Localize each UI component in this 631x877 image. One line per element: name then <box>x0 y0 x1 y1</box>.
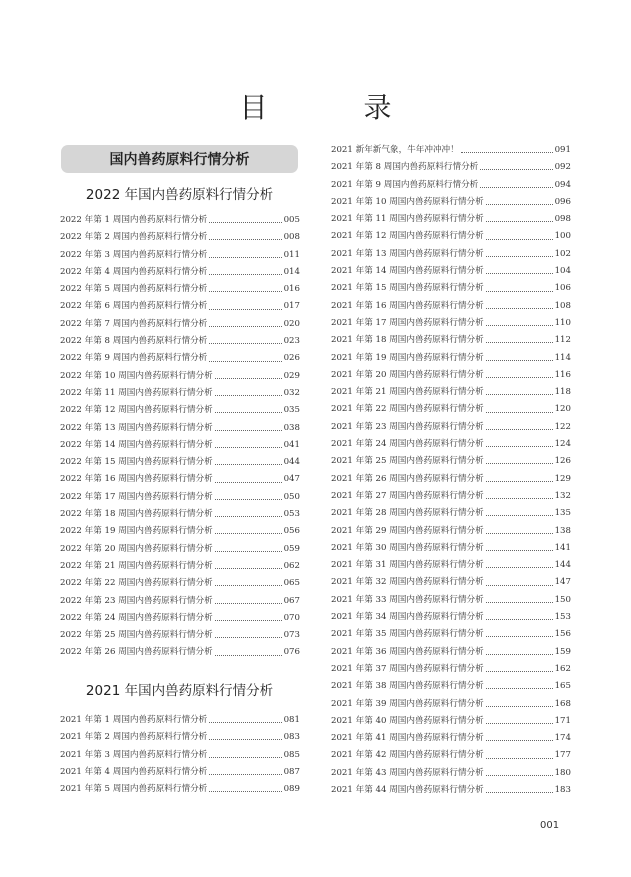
toc-entry-title: 2021 年第 13 周国内兽药原料行情分析 <box>331 248 484 259</box>
toc-entry-title: 2021 年第 39 周国内兽药原料行情分析 <box>331 698 484 709</box>
toc-entry-page: 153 <box>554 612 571 623</box>
toc-entry-page: 112 <box>554 335 571 346</box>
toc-entry[interactable] <box>60 764 300 781</box>
toc-entry-page: 020 <box>283 318 300 329</box>
toc-leader-dots <box>209 757 281 758</box>
toc-entry-page: 070 <box>283 612 300 623</box>
toc-leader-dots <box>486 342 553 343</box>
toc-entry[interactable] <box>331 159 571 176</box>
toc-entry-title: 2021 年第 43 周国内兽药原料行情分析 <box>331 767 484 778</box>
toc-entry-title: 2021 年第 42 周国内兽药原料行情分析 <box>331 750 484 761</box>
toc-entry-title: 2021 年第 1 周国内兽药原料行情分析 <box>60 715 208 725</box>
toc-entry-page: 083 <box>283 732 300 743</box>
toc-entry[interactable] <box>331 315 571 332</box>
toc-entry-title: 2021 年第 25 周国内兽药原料行情分析 <box>331 456 484 467</box>
toc-leader-dots <box>215 551 282 552</box>
toc-entry-title: 2021 年第 4 周国内兽药原料行情分析 <box>60 766 208 777</box>
toc-leader-dots <box>209 274 281 275</box>
toc-list-2021-early <box>60 712 300 798</box>
toc-entry[interactable] <box>60 333 300 350</box>
toc-entry-page: 091 <box>554 145 571 155</box>
toc-leader-dots <box>486 256 553 257</box>
toc-entry[interactable] <box>331 557 571 574</box>
toc-entry-title: 2022 年第 6 周国内兽药原料行情分析 <box>60 301 208 312</box>
toc-entry-page: 180 <box>554 767 571 778</box>
toc-leader-dots <box>486 412 553 413</box>
toc-entry-page: 050 <box>283 491 300 502</box>
toc-entry-title: 2021 年第 19 周国内兽药原料行情分析 <box>331 352 484 363</box>
toc-entry-title: 2022 年第 2 周国内兽药原料行情分析 <box>60 232 208 243</box>
toc-entry[interactable] <box>331 661 571 678</box>
toc-entry[interactable] <box>60 593 300 610</box>
toc-entry-page: 092 <box>554 162 571 173</box>
toc-entry-title: 2021 年第 30 周国内兽药原料行情分析 <box>331 542 484 553</box>
toc-entry-title: 2021 年第 8 周国内兽药原料行情分析 <box>331 162 479 173</box>
toc-entry-page: 016 <box>283 284 300 295</box>
toc-entry-title: 2022 年第 9 周国内兽药原料行情分析 <box>60 353 208 364</box>
toc-entry[interactable] <box>331 142 571 159</box>
toc-leader-dots <box>486 394 553 395</box>
toc-leader-dots <box>486 498 553 499</box>
toc-entry[interactable] <box>331 609 571 626</box>
toc-entry-page: 085 <box>283 749 300 760</box>
toc-entry[interactable] <box>60 368 300 385</box>
toc-entry[interactable] <box>60 506 300 523</box>
toc-entry[interactable] <box>331 765 571 782</box>
toc-entry-page: 017 <box>283 301 300 312</box>
toc-entry-title: 2022 年第 24 周国内兽药原料行情分析 <box>60 612 213 623</box>
toc-leader-dots <box>486 221 553 222</box>
toc-entry-page: 065 <box>283 578 300 589</box>
toc-leader-dots <box>215 430 282 431</box>
toc-entry-page: 104 <box>554 266 571 277</box>
toc-entry-page: 106 <box>554 283 571 294</box>
toc-entry-title: 2022 年第 5 周国内兽药原料行情分析 <box>60 284 208 295</box>
toc-leader-dots <box>486 654 553 655</box>
toc-entry[interactable] <box>331 644 571 661</box>
toc-entry-page: 156 <box>554 629 571 640</box>
toc-entry[interactable] <box>60 212 300 229</box>
page-title: 目 录 <box>239 91 426 124</box>
toc-entry-title: 2021 年第 40 周国内兽药原料行情分析 <box>331 715 484 726</box>
toc-leader-dots <box>486 671 553 672</box>
toc-entry-page: 102 <box>554 248 571 259</box>
toc-entry-page: 098 <box>554 214 571 225</box>
toc-entry[interactable] <box>331 471 571 488</box>
toc-entry-title: 2021 年第 17 周国内兽药原料行情分析 <box>331 317 484 328</box>
toc-entry-title: 2021 年第 15 周国内兽药原料行情分析 <box>331 283 484 294</box>
toc-leader-dots <box>209 222 281 223</box>
toc-leader-dots <box>215 585 282 586</box>
toc-leader-dots <box>486 308 553 309</box>
toc-leader-dots <box>486 515 553 516</box>
toc-entry[interactable] <box>331 419 571 436</box>
toc-leader-dots <box>486 325 553 326</box>
toc-entry-title: 2021 年第 9 周国内兽药原料行情分析 <box>331 179 479 190</box>
toc-entry[interactable] <box>60 385 300 402</box>
toc-entry-title: 2022 年第 10 周国内兽药原料行情分析 <box>60 370 213 381</box>
toc-entry[interactable] <box>60 454 300 471</box>
category-banner-label: 国内兽药原料行情分析 <box>109 152 250 168</box>
toc-entry-page: 014 <box>283 266 300 277</box>
toc-leader-dots <box>215 378 282 379</box>
toc-entry-title: 2021 年第 2 周国内兽药原料行情分析 <box>60 732 208 743</box>
toc-entry[interactable] <box>331 228 571 245</box>
toc-entry-title: 2021 年第 21 周国内兽药原料行情分析 <box>331 387 484 398</box>
section-heading-2021: 2021 年国内兽药原料行情分析 <box>85 683 274 699</box>
toc-entry-title: 2021 年第 18 周国内兽药原料行情分析 <box>331 335 484 346</box>
toc-leader-dots <box>209 257 281 258</box>
toc-entry-title: 2022 年第 1 周国内兽药原料行情分析 <box>60 215 208 225</box>
toc-leader-dots <box>486 239 553 240</box>
toc-entry[interactable] <box>60 350 300 367</box>
toc-entry-title: 2021 年第 11 周国内兽药原料行情分析 <box>331 214 484 225</box>
toc-entry-page: 056 <box>283 526 300 537</box>
toc-entry-page: 124 <box>554 439 571 450</box>
toc-entry[interactable] <box>60 471 300 488</box>
toc-entry-title: 2021 年第 36 周国内兽药原料行情分析 <box>331 646 484 657</box>
toc-entry-page: 047 <box>283 474 300 485</box>
toc-entry-page: 150 <box>554 594 571 605</box>
toc-entry[interactable] <box>331 177 571 194</box>
toc-entry-title: 2021 新年新气象，牛年冲冲冲！ <box>331 145 459 155</box>
toc-entry-page: 038 <box>283 422 300 433</box>
toc-entry-page: 076 <box>283 647 300 658</box>
toc-entry-title: 2022 年第 26 周国内兽药原料行情分析 <box>60 647 213 658</box>
toc-entry[interactable] <box>60 264 300 281</box>
toc-entry-title: 2022 年第 23 周国内兽药原料行情分析 <box>60 595 213 606</box>
toc-leader-dots <box>215 482 282 483</box>
toc-entry-page: 138 <box>554 525 571 536</box>
toc-entry[interactable] <box>60 747 300 764</box>
toc-entry-title: 2021 年第 28 周国内兽药原料行情分析 <box>331 508 484 519</box>
toc-leader-dots <box>486 636 553 637</box>
toc-leader-dots <box>215 655 282 656</box>
toc-entry[interactable] <box>60 644 300 661</box>
toc-leader-dots <box>215 533 282 534</box>
toc-leader-dots <box>215 603 282 604</box>
toc-entry[interactable] <box>60 610 300 627</box>
toc-entry-page: 041 <box>283 439 300 450</box>
toc-entry-page: 118 <box>554 387 571 398</box>
toc-entry[interactable] <box>331 730 571 747</box>
toc-entry-page: 147 <box>554 577 571 588</box>
toc-leader-dots <box>480 187 552 188</box>
toc-entry-page: 135 <box>554 508 571 519</box>
toc-entry-page: 089 <box>283 784 300 795</box>
toc-leader-dots <box>486 446 553 447</box>
toc-entry-title: 2021 年第 20 周国内兽药原料行情分析 <box>331 369 484 380</box>
toc-entry[interactable] <box>331 592 571 609</box>
toc-leader-dots <box>215 499 282 500</box>
toc-entry[interactable] <box>331 488 571 505</box>
toc-entry[interactable] <box>60 247 300 264</box>
toc-leader-dots <box>486 792 553 793</box>
toc-entry[interactable] <box>331 540 571 557</box>
toc-entry[interactable] <box>331 696 571 713</box>
toc-entry-title: 2022 年第 20 周国内兽药原料行情分析 <box>60 543 213 554</box>
page-number: 001 <box>540 820 560 831</box>
toc-entry-title: 2022 年第 8 周国内兽药原料行情分析 <box>60 336 208 347</box>
toc-entry[interactable] <box>331 280 571 297</box>
toc-entry-page: 122 <box>554 421 571 432</box>
toc-leader-dots <box>209 291 281 292</box>
toc-entry-page: 011 <box>283 249 300 260</box>
toc-leader-dots <box>486 273 553 274</box>
toc-leader-dots <box>215 516 282 517</box>
toc-entry-page: 110 <box>554 317 571 328</box>
toc-entry[interactable] <box>60 575 300 592</box>
toc-entry[interactable] <box>331 211 571 228</box>
toc-entry[interactable] <box>60 729 300 746</box>
toc-entry[interactable] <box>331 505 571 522</box>
toc-entry-page: 108 <box>554 300 571 311</box>
toc-leader-dots <box>215 464 282 465</box>
toc-entry[interactable] <box>331 678 571 695</box>
toc-entry[interactable] <box>331 246 571 263</box>
toc-leader-dots <box>486 360 553 361</box>
toc-entry-page: 044 <box>283 457 300 468</box>
toc-leader-dots <box>209 343 281 344</box>
toc-entry[interactable] <box>60 316 300 333</box>
toc-entry-title: 2022 年第 12 周国内兽药原料行情分析 <box>60 405 213 416</box>
toc-leader-dots <box>209 739 281 740</box>
toc-leader-dots <box>215 620 282 621</box>
toc-leader-dots <box>486 688 553 689</box>
toc-entry-title: 2021 年第 22 周国内兽药原料行情分析 <box>331 404 484 415</box>
toc-leader-dots <box>486 533 553 534</box>
toc-entry-title: 2021 年第 33 周国内兽药原料行情分析 <box>331 594 484 605</box>
toc-entry-title: 2022 年第 17 周国内兽药原料行情分析 <box>60 491 213 502</box>
toc-entry[interactable] <box>331 626 571 643</box>
toc-entry[interactable] <box>60 402 300 419</box>
toc-entry[interactable] <box>331 384 571 401</box>
toc-entry[interactable] <box>60 781 300 798</box>
toc-entry-page: 026 <box>283 353 300 364</box>
category-banner <box>61 145 298 173</box>
toc-entry-title: 2022 年第 25 周国内兽药原料行情分析 <box>60 630 213 641</box>
toc-entry-title: 2022 年第 13 周国内兽药原料行情分析 <box>60 422 213 433</box>
toc-entry-page: 132 <box>554 490 571 501</box>
toc-entry-page: 094 <box>554 179 571 190</box>
toc-entry-page: 159 <box>554 646 571 657</box>
toc-entry-title: 2022 年第 3 周国内兽药原料行情分析 <box>60 249 208 260</box>
toc-entry[interactable] <box>331 453 571 470</box>
toc-leader-dots <box>486 567 553 568</box>
toc-entry-page: 008 <box>283 232 300 243</box>
toc-entry-title: 2021 年第 27 周国内兽药原料行情分析 <box>331 490 484 501</box>
toc-entry[interactable] <box>331 401 571 418</box>
toc-entry-title: 2022 年第 16 周国内兽药原料行情分析 <box>60 474 213 485</box>
toc-entry-title: 2021 年第 12 周国内兽药原料行情分析 <box>331 231 484 242</box>
toc-entry[interactable] <box>331 713 571 730</box>
toc-entry-title: 2021 年第 35 周国内兽药原料行情分析 <box>331 629 484 640</box>
toc-entry-page: 171 <box>554 715 571 726</box>
toc-entry-page: 096 <box>554 196 571 207</box>
toc-entry[interactable] <box>60 437 300 454</box>
toc-leader-dots <box>209 361 281 362</box>
toc-entry-page: 100 <box>554 231 571 242</box>
toc-entry-page: 005 <box>283 215 300 225</box>
toc-entry-title: 2021 年第 24 周国内兽药原料行情分析 <box>331 439 484 450</box>
toc-leader-dots <box>486 723 553 724</box>
toc-entry-title: 2022 年第 18 周国内兽药原料行情分析 <box>60 509 213 520</box>
toc-entry[interactable] <box>331 194 571 211</box>
toc-entry[interactable] <box>331 367 571 384</box>
toc-entry-title: 2021 年第 32 周国内兽药原料行情分析 <box>331 577 484 588</box>
toc-list-2021-late <box>331 142 571 799</box>
toc-entry-title: 2022 年第 14 周国内兽药原料行情分析 <box>60 439 213 450</box>
toc-leader-dots <box>486 585 553 586</box>
toc-leader-dots <box>486 619 553 620</box>
toc-entry-page: 032 <box>283 387 300 398</box>
toc-entry-title: 2021 年第 44 周国内兽药原料行情分析 <box>331 784 484 795</box>
toc-entry-page: 035 <box>283 405 300 416</box>
toc-entry[interactable] <box>331 747 571 764</box>
toc-entry-title: 2021 年第 37 周国内兽药原料行情分析 <box>331 663 484 674</box>
toc-entry-page: 114 <box>554 352 571 363</box>
toc-entry[interactable] <box>60 523 300 540</box>
toc-entry-title: 2021 年第 5 周国内兽药原料行情分析 <box>60 784 208 795</box>
toc-entry-title: 2021 年第 31 周国内兽药原料行情分析 <box>331 560 484 571</box>
toc-entry[interactable] <box>331 436 571 453</box>
toc-entry-title: 2022 年第 22 周国内兽药原料行情分析 <box>60 578 213 589</box>
toc-leader-dots <box>215 447 282 448</box>
toc-entry-page: 141 <box>554 542 571 553</box>
toc-entry[interactable] <box>331 523 571 540</box>
toc-entry[interactable] <box>60 712 300 729</box>
section-heading-2022: 2022 年国内兽药原料行情分析 <box>85 187 274 203</box>
toc-entry-title: 2022 年第 7 周国内兽药原料行情分析 <box>60 318 208 329</box>
toc-leader-dots <box>215 412 282 413</box>
toc-leader-dots <box>215 568 282 569</box>
toc-entry-page: 120 <box>554 404 571 415</box>
toc-entry[interactable] <box>60 229 300 246</box>
toc-entry-page: 116 <box>554 369 571 380</box>
toc-entry-title: 2022 年第 11 周国内兽药原料行情分析 <box>60 387 213 398</box>
toc-entry-title: 2021 年第 14 周国内兽药原料行情分析 <box>331 266 484 277</box>
toc-entry-page: 126 <box>554 456 571 467</box>
toc-leader-dots <box>209 791 281 792</box>
toc-leader-dots <box>486 291 553 292</box>
toc-entry-title: 2022 年第 19 周国内兽药原料行情分析 <box>60 526 213 537</box>
toc-entry-page: 162 <box>554 663 571 674</box>
toc-entry[interactable] <box>60 420 300 437</box>
toc-entry-title: 2022 年第 4 周国内兽药原料行情分析 <box>60 266 208 277</box>
toc-entry[interactable] <box>60 558 300 575</box>
toc-entry-page: 177 <box>554 750 571 761</box>
toc-entry[interactable] <box>331 298 571 315</box>
toc-leader-dots <box>215 395 282 396</box>
toc-leader-dots <box>209 774 281 775</box>
toc-leader-dots <box>209 722 281 723</box>
toc-entry-page: 174 <box>554 733 571 744</box>
toc-leader-dots <box>486 758 553 759</box>
toc-entry-page: 062 <box>283 560 300 571</box>
toc-entry-page: 165 <box>554 681 571 692</box>
toc-leader-dots <box>486 740 553 741</box>
toc-leader-dots <box>215 637 282 638</box>
toc-leader-dots <box>209 239 281 240</box>
toc-entry-title: 2021 年第 26 周国内兽药原料行情分析 <box>331 473 484 484</box>
toc-entry-page: 073 <box>283 630 300 641</box>
toc-leader-dots <box>486 550 553 551</box>
toc-entry[interactable] <box>60 489 300 506</box>
toc-leader-dots <box>480 169 552 170</box>
toc-entry-title: 2021 年第 38 周国内兽药原料行情分析 <box>331 681 484 692</box>
toc-entry-page: 029 <box>283 370 300 381</box>
toc-entry[interactable] <box>331 574 571 591</box>
toc-entry-page: 087 <box>283 766 300 777</box>
toc-entry[interactable] <box>331 263 571 280</box>
toc-entry-title: 2021 年第 3 周国内兽药原料行情分析 <box>60 749 208 760</box>
toc-entry-page: 129 <box>554 473 571 484</box>
toc-leader-dots <box>486 429 553 430</box>
toc-entry-title: 2021 年第 10 周国内兽药原料行情分析 <box>331 196 484 207</box>
toc-entry[interactable] <box>60 281 300 298</box>
toc-leader-dots <box>486 481 553 482</box>
toc-entry-title: 2021 年第 34 周国内兽药原料行情分析 <box>331 612 484 623</box>
toc-entry-page: 053 <box>283 509 300 520</box>
toc-entry-title: 2021 年第 16 周国内兽药原料行情分析 <box>331 300 484 311</box>
toc-entry-title: 2022 年第 15 周国内兽药原料行情分析 <box>60 457 213 468</box>
toc-entry-title: 2021 年第 23 周国内兽药原料行情分析 <box>331 421 484 432</box>
toc-entry[interactable] <box>331 332 571 349</box>
toc-entry-page: 023 <box>283 336 300 347</box>
toc-entry[interactable] <box>60 541 300 558</box>
toc-entry-title: 2021 年第 41 周国内兽药原料行情分析 <box>331 733 484 744</box>
toc-leader-dots <box>209 309 281 310</box>
toc-entry-title: 2022 年第 21 周国内兽药原料行情分析 <box>60 560 213 571</box>
toc-leader-dots <box>486 775 553 776</box>
toc-leader-dots <box>461 152 553 153</box>
toc-entry-page: 168 <box>554 698 571 709</box>
toc-entry-page: 144 <box>554 560 571 571</box>
toc-entry-page: 081 <box>283 715 300 725</box>
toc-entry[interactable] <box>331 782 571 799</box>
toc-leader-dots <box>486 602 553 603</box>
toc-entry[interactable] <box>60 298 300 315</box>
toc-leader-dots <box>486 204 553 205</box>
toc-leader-dots <box>209 326 281 327</box>
toc-leader-dots <box>486 706 553 707</box>
toc-leader-dots <box>486 377 553 378</box>
toc-entry-page: 067 <box>283 595 300 606</box>
toc-leader-dots <box>486 463 553 464</box>
toc-entry-page: 183 <box>554 784 571 795</box>
toc-list-2022 <box>60 212 300 662</box>
toc-entry[interactable] <box>60 627 300 644</box>
toc-entry-page: 059 <box>283 543 300 554</box>
toc-entry[interactable] <box>331 350 571 367</box>
toc-entry-title: 2021 年第 29 周国内兽药原料行情分析 <box>331 525 484 536</box>
